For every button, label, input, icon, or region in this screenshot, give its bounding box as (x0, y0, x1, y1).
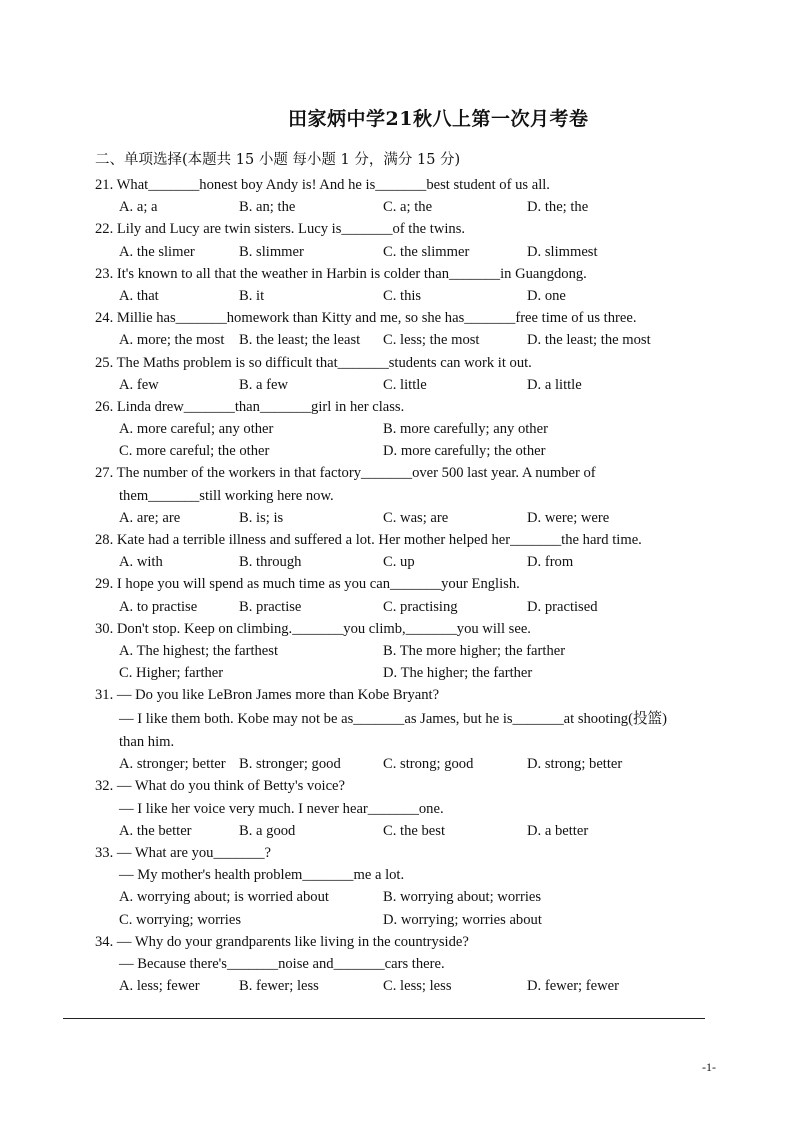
option-a: A. more careful; any other (119, 421, 274, 438)
option-d: D. the; the (527, 199, 589, 216)
question-item (95, 775, 735, 842)
question-item (95, 529, 735, 573)
option-d: D. one (527, 287, 566, 304)
options-row (95, 662, 735, 684)
option-a: A. a; a (119, 199, 158, 216)
option-c: C. this (383, 287, 422, 304)
option-d: D. practised (527, 598, 598, 615)
question-item (95, 684, 735, 775)
options-row (95, 196, 735, 218)
question-item (95, 352, 735, 396)
question-stem: 25. The Maths problem is so difficult that_______students can work it out. (95, 354, 532, 371)
options-row (95, 418, 735, 440)
option-b: B. the least; the least (239, 332, 361, 349)
option-a: A. the better (119, 822, 192, 839)
options-row (95, 551, 735, 573)
option-c: C. little (383, 376, 427, 393)
option-b: B. a few (239, 376, 289, 393)
options-row (95, 440, 735, 462)
option-c: C. was; are (383, 509, 449, 526)
option-c: C. the slimmer (383, 243, 470, 260)
options-row (95, 241, 735, 263)
option-c: C. up (383, 554, 415, 571)
option-d: D. worrying; worries about (383, 911, 542, 928)
question-stem: 22. Lily and Lucy are twin sisters. Lucy is_______of the twins. (95, 221, 466, 238)
option-b: B. a good (239, 822, 296, 839)
option-a: A. less; fewer (119, 978, 200, 995)
page-number: -1- (702, 1060, 716, 1074)
option-b: B. through (239, 554, 302, 571)
question-stem: 24. Millie has_______homework than Kitty and me, so she has_______free time of us three. (95, 310, 637, 327)
question-stem: 21. What_______honest boy Andy is! And he is_______best student of us all. (95, 177, 550, 193)
question-stem: 31. — Do you like LeBron James more than Kobe Bryant? (95, 687, 440, 704)
question-item (95, 263, 735, 307)
option-a: A. stronger; better (119, 756, 226, 773)
question-line: — Because there's_______noise and_______cars there. (119, 955, 445, 972)
question-item (95, 573, 735, 617)
options-row (95, 753, 735, 775)
question-line: — My mother's health problem_______me a lot. (119, 867, 405, 884)
option-a: A. the slimer (119, 243, 195, 260)
option-c: C. worrying; worries (119, 911, 242, 928)
section-heading: 二、单项选择(本题共 15 小题 每小题 1 分，满分 15 分) (95, 152, 461, 168)
question-stem: 33. — What are you_______? (95, 844, 272, 861)
option-a: A. to practise (119, 598, 198, 615)
option-c: C. practising (383, 598, 458, 615)
options-row (95, 329, 735, 351)
options-row (95, 507, 735, 529)
options-row (95, 909, 735, 931)
option-d: D. a better (527, 822, 589, 839)
question-list (95, 174, 735, 997)
option-c: C. more careful; the other (119, 443, 270, 460)
option-b: B. fewer; less (239, 978, 319, 995)
options-row (95, 596, 735, 618)
option-d: D. strong; better (527, 756, 623, 773)
question-stem: 23. It's known to all that the weather in Harbin is colder than_______in Guangdong. (95, 265, 587, 282)
option-c: C. less; the most (383, 332, 480, 349)
option-c: C. strong; good (383, 756, 474, 773)
option-a: A. The highest; the farthest (119, 642, 279, 659)
options-row (95, 975, 735, 997)
question-line: them_______still working here now. (119, 487, 334, 504)
question-item (95, 462, 735, 529)
option-d: D. more carefully; the other (383, 443, 546, 460)
question-item (95, 174, 735, 218)
option-b: B. worrying about; worries (383, 889, 542, 906)
question-stem: 30. Don't stop. Keep on climbing._______you climb,_______you will see. (95, 620, 531, 637)
options-row (95, 820, 735, 842)
question-stem: 32. — What do you think of Betty's voice? (95, 778, 346, 795)
question-item (95, 842, 735, 931)
option-d: D. the least; the most (527, 332, 651, 349)
option-d: D. from (527, 554, 574, 571)
option-d: D. were; were (527, 509, 610, 526)
option-c: C. the best (383, 822, 446, 839)
options-row (95, 374, 735, 396)
option-b: B. an; the (239, 199, 296, 216)
option-b: B. slimmer (239, 243, 304, 260)
footer-divider (63, 1018, 705, 1019)
question-item (95, 618, 735, 685)
options-row (95, 285, 735, 307)
question-stem: 29. I hope you will spend as much time as you can_______your English. (95, 576, 520, 593)
question-item (95, 931, 735, 998)
option-b: B. is; is (239, 509, 284, 526)
exam-title: 田家炳中学21秋八上第一次月考卷 (288, 108, 589, 130)
question-stem: 26. Linda drew_______than_______girl in her class. (95, 398, 405, 415)
option-a: A. more; the most (119, 332, 225, 349)
question-item (95, 218, 735, 262)
option-d: D. The higher; the farther (383, 665, 533, 682)
option-c: C. a; the (383, 199, 433, 216)
question-line: — I like her voice very much. I never hear_______one. (119, 800, 444, 817)
option-b: B. more carefully; any other (383, 421, 548, 438)
option-b: B. practise (239, 598, 302, 615)
option-a: A. worrying about; is worried about (119, 889, 329, 906)
option-d: D. fewer; fewer (527, 978, 619, 995)
option-b: B. stronger; good (239, 756, 341, 773)
question-stem: 34. — Why do your grandparents like living in the countryside? (95, 933, 469, 950)
question-stem: 28. Kate had a terrible illness and suffered a lot. Her mother helped her_______the hard time. (95, 532, 642, 548)
option-a: A. few (119, 376, 159, 393)
option-b: B. it (239, 287, 265, 304)
question-item (95, 307, 735, 351)
option-d: D. a little (527, 376, 582, 393)
question-item (95, 396, 735, 463)
option-a: A. that (119, 287, 159, 304)
question-stem: 27. The number of the workers in that factory_______over 500 last year. A number of (95, 465, 596, 482)
options-row (95, 640, 735, 662)
option-a: A. are; are (119, 509, 181, 526)
option-a: A. with (119, 554, 163, 571)
question-line: than him. (119, 734, 175, 750)
question-line: — I like them both. Kobe may not be as_______as James, but he is_______at shooting(投篮) (119, 710, 667, 727)
option-c: C. Higher; farther (119, 665, 224, 682)
option-d: D. slimmest (527, 243, 598, 260)
options-row (95, 886, 735, 908)
option-c: C. less; less (383, 978, 452, 995)
option-b: B. The more higher; the farther (383, 642, 566, 659)
